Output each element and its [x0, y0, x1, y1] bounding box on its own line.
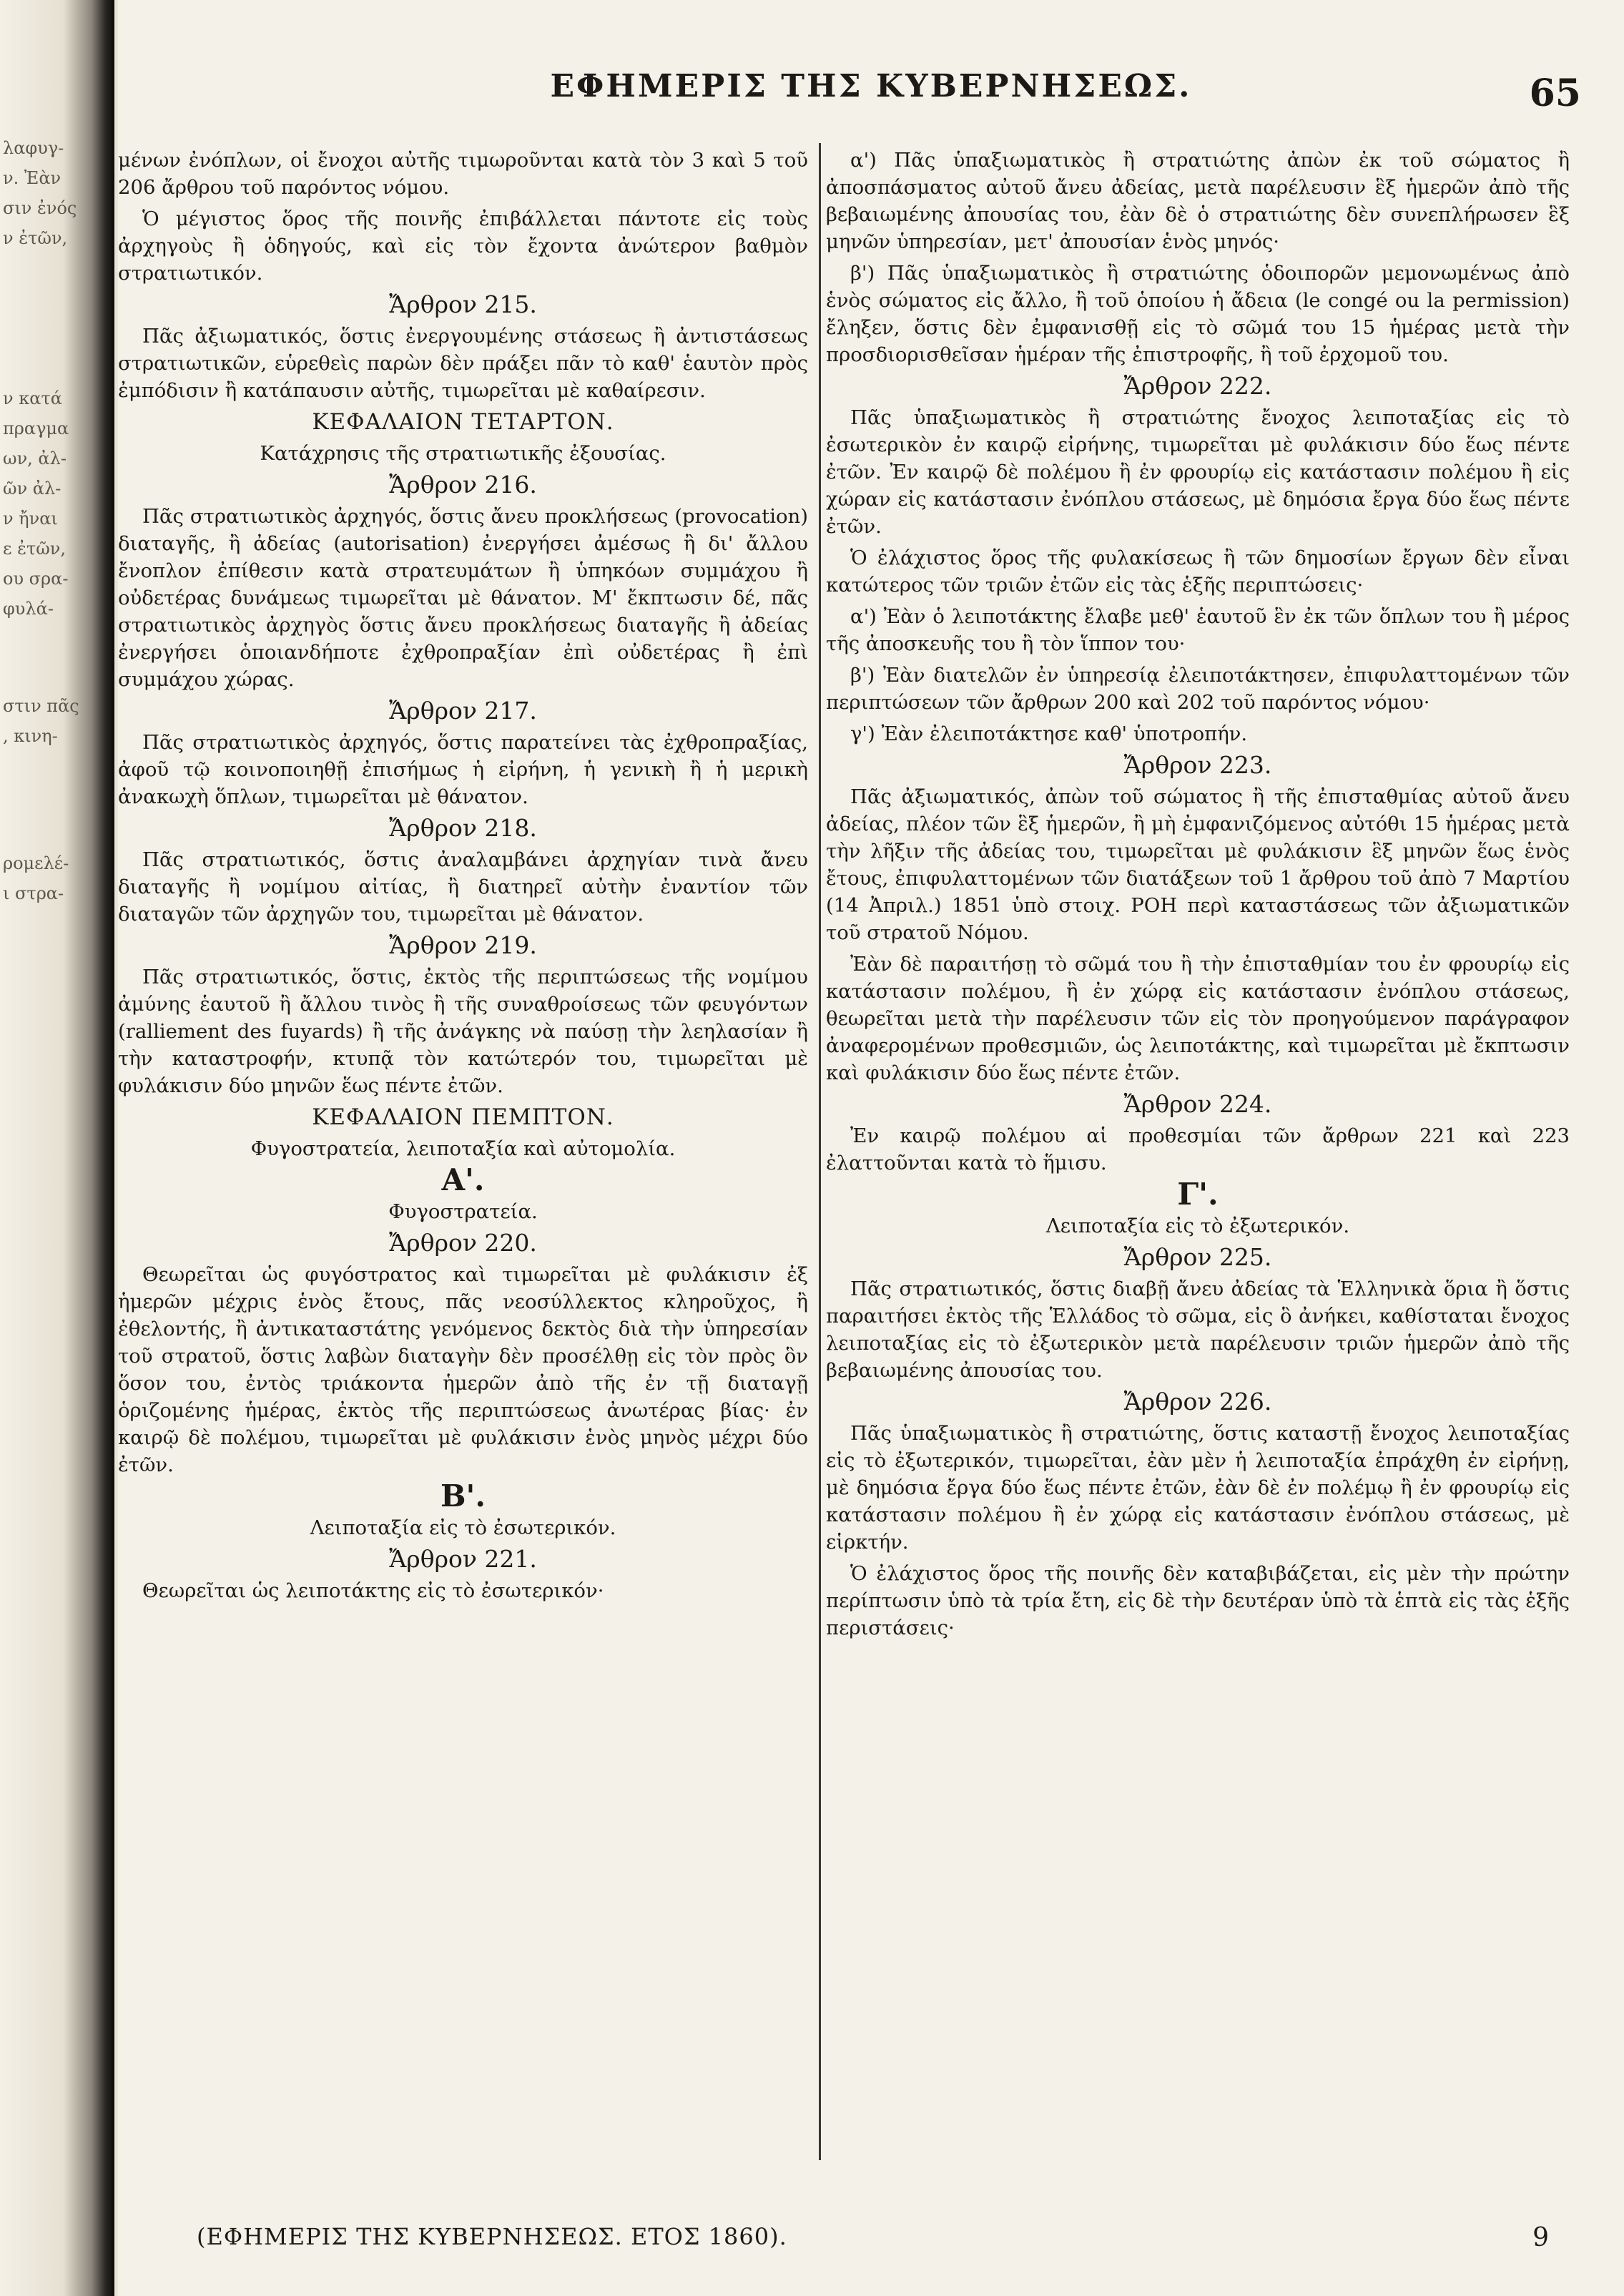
paragraph: β') Πᾶς ὑπαξιωματικὸς ἢ στρατιώτης ὁδοιπορῶν μεμονωμένως ἀπὸ ἑνὸς σώματος εἰς ἄλλο, ἢ τοῦ ὁποίου ἡ ἄδεια (le congé ou la permission) ἔληξεν, ὅστις δὲν ἐμφανισθῇ εἰς τὸ σῶμά του 15 ἡμέρας μετὰ τὴν προσδιορισθεῖσαν ἡμέραν τῆς ἐπιστροφῆς, ἢ τοῦ ἐρχομοῦ του. [826, 262, 1570, 366]
gutter-fragment: ι στρα- [3, 883, 64, 903]
gutter-fragment: ρομελέ- [3, 853, 69, 873]
gazette-page [118, 0, 1624, 2296]
right-column [826, 147, 1570, 1646]
gutter-fragment: ε ἐτῶν, [3, 539, 67, 559]
binding-gutter [0, 0, 114, 2296]
gutter-fragment: σιν ἐνός [3, 198, 77, 218]
chapter-heading: ΚΕΦΑΛΑΙΟΝ ΠΕΜΠΤΟΝ. [312, 1104, 614, 1130]
paragraph: Ὁ μέγιστος ὅρος τῆς ποινῆς ἐπιβάλλεται πάντοτε εἰς τοὺς ἀρχηγοὺς ἢ ὁδηγούς, καὶ εἰς τὸν ἔχοντα ἀνώτερον βαθμὸν στρατιωτικόν. [118, 207, 808, 285]
paragraph: α') Πᾶς ὑπαξιωματικὸς ἢ στρατιώτης ἀπὼν ἐκ τοῦ σώματος ἢ ἀποσπάσματος αὐτοῦ ἄνευ ἀδείας, μετὰ παρέλευσιν ἓξ ἡμερῶν ἀπὸ τῆς βεβαιωμένης ἀπουσίας του, ἐὰν δὲ ὁ στρατιώτης δὲν συνεπλήρωσεν ἓξ μηνῶν ὑπηρεσίαν, μετ' ἀπουσίαν ἑνὸς μηνός· [826, 149, 1570, 253]
paragraph: Ὁ ἐλάχιστος ὅρος τῆς ποινῆς δὲν καταβιβάζεται, εἰς μὲν τὴν πρώτην περίπτωσιν ὑπὸ τὰ τρία ἔτη, εἰς δὲ τὴν δευτέραν ὑπὸ τὰ ἑπτὰ εἰς τὰς ἑξῆς περιστάσεις· [826, 1562, 1570, 1639]
gutter-fragment: ν ἐτῶν, [3, 228, 68, 248]
article-heading: Ἄρθρον 217. [389, 697, 537, 725]
chapter-subtitle: Κατάχρησις τῆς στρατιωτικῆς ἐξουσίας. [260, 442, 666, 465]
page-number: 65 [1529, 72, 1581, 115]
article-heading: Ἄρθρον 216. [389, 471, 537, 499]
article-heading: Ἄρθρον 218. [389, 814, 537, 842]
gutter-fragment: φυλά- [3, 599, 54, 619]
gutter-fragment: ν. Ἐὰν [3, 168, 61, 188]
gutter-fragment: ου σρα- [3, 569, 69, 589]
article-heading: Ἄρθρον 225. [1123, 1243, 1272, 1271]
gutter-fragment: ν κατά [3, 388, 62, 408]
paragraph: Πᾶς ὑπαξιωματικὸς ἢ στρατιώτης ἔνοχος λειποταξίας εἰς τὸ ἐσωτερικὸν ἐν καιρῷ εἰρήνης, τιμωρεῖται μὲ φυλάκισιν δύο ἕως πέντε ἐτῶν. Ἐν καιρῷ δὲ πολέμου ἢ ἐν φρουρίῳ εἰς κατάστασιν πολέμου ἢ εἰς χώραν εἰς κατάστασιν ἐνόπλου στάσεως, μὲ δημόσια ἔργα δύο ἕως πέντε ἐτῶν. [826, 406, 1570, 538]
paragraph: Θεωρεῖται ὡς λειποτάκτης εἰς τὸ ἐσωτερικόν· [142, 1579, 604, 1602]
article-heading: Ἄρθρον 221. [389, 1545, 537, 1573]
section-subtitle: Λειποταξία εἰς τὸ ἐσωτερικόν. [310, 1516, 616, 1539]
chapter-subtitle: Φυγοστρατεία, λειποταξία καὶ αὐτομολία. [250, 1137, 676, 1160]
gutter-fragment: , κινη- [3, 726, 58, 746]
paragraph: β') Ἐὰν διατελῶν ἐν ὑπηρεσίᾳ ἐλειποτάκτησεν, ἐπιφυλαττομένων τῶν περιπτώσεων τῶν ἄρθρων 200 καὶ 202 τοῦ παρόντος νόμου· [826, 664, 1570, 714]
paragraph: Ἐὰν δὲ παραιτήσῃ τὸ σῶμά του ἢ τὴν ἐπισταθμίαν του ἐν φρουρίῳ εἰς κατάστασιν πολέμου, ἢ ἐν χώρᾳ εἰς κατάστασιν ἐνόπλου στάσεως, θεωρεῖται μετὰ τὴν παρέλευσιν τῶν εἰς τὸν προηγούμενον παράγραφον ἀναφερομένων προθεσμιῶν, ὡς λειποτάκτης, καὶ τιμωρεῖται μὲ ἔκπτωσιν καὶ φυλάκισιν δύο ἕως πέντε ἐτῶν. [826, 953, 1570, 1084]
article-heading: Ἄρθρον 222. [1123, 372, 1272, 400]
gutter-fragment: ν ἤναι [3, 509, 58, 529]
paragraph: Πᾶς ἀξιωματικός, ἀπὼν τοῦ σώματος ἢ τῆς ἐπισταθμίας αὐτοῦ ἄνευ ἀδείας, πλέον τῶν ἓξ ἡμερῶν, ἢ μὴ ἐμφανιζόμενος αὐτόθι 15 ἡμέρας μετὰ τὴν λῆξιν τῆς ἀδείας του, τιμωρεῖται μὲ φυλάκισιν ἓξ μηνῶν ἕως ἑνὸς ἔτους, ἐπιφυλαττομένων τῶν διατάξεων τοῦ 1 ἄρθρου τοῦ ἀπὸ 7 Μαρτίου (14 Ἀπριλ.) 1851 ὑπὸ στοιχ. ΡΟΗ περὶ καταστάσεως τῶν ἀξιωματικῶν τοῦ στρατοῦ Νόμου. [826, 785, 1570, 944]
chapter-heading: ΚΕΦΑΛΑΙΟΝ ΤΕΤΑΡΤΟΝ. [312, 409, 614, 435]
section-letter: Γ'. [1177, 1177, 1219, 1212]
section-letter: Α'. [441, 1162, 485, 1197]
running-head: ΕΦΗΜΕΡΙΣ ΤΗΣ ΚΥΒΕΡΝΗΣΕΩΣ. [550, 68, 1192, 104]
section-subtitle: Φυγοστρατεία. [388, 1200, 538, 1223]
article-heading: Ἄρθρον 220. [389, 1229, 537, 1257]
paragraph: μένων ἐνόπλων, οἱ ἔνοχοι αὐτῆς τιμωροῦνται κατὰ τὸν 3 καὶ 5 τοῦ 206 ἄρθρου τοῦ παρόντος νόμου. [118, 149, 808, 199]
paragraph: Πᾶς στρατιωτικός, ὅστις, ἐκτὸς τῆς περιπτώσεως τῆς νομίμου ἀμύνης ἑαυτοῦ ἢ ἄλλου τινὸς ἢ τῆς συναθροίσεως τῶν φευγόντων (ralliement des fuyards) ἢ τῆς ἀνάγκης νὰ παύσῃ τὴν λεηλασίαν ἢ τὴν καταστροφήν, κτυπᾷ τὸν κατώτερόν του, τιμωρεῖται μὲ φυλάκισιν δύο μηνῶν ἕως πέντε ἐτῶν. [118, 966, 808, 1097]
article-heading: Ἄρθρον 223. [1123, 751, 1272, 779]
section-letter: Β'. [441, 1478, 486, 1514]
gutter-fragment: ων, ἀλ- [3, 448, 67, 468]
gutter-fragment: λαφυγ- [3, 138, 64, 158]
paragraph: Ἐν καιρῷ πολέμου αἱ προθεσμίαι τῶν ἄρθρων 221 καὶ 223 ἐλαττοῦνται κατὰ τὸ ἥμισυ. [826, 1124, 1570, 1174]
paragraph: Πᾶς στρατιωτικός, ὅστις ἀναλαμβάνει ἀρχηγίαν τινὰ ἄνευ διαταγῆς ἢ νομίμου αἰτίας, ἢ διατηρεῖ αὐτὴν ἐναντίον τῶν διαταγῶν τῶν ἀρχηγῶν του, τιμωρεῖται μὲ θάνατον. [118, 848, 808, 926]
gutter-fragment: πραγμα [3, 418, 69, 438]
signature-mark: 9 [1532, 2223, 1549, 2252]
paragraph: γ') Ἐὰν ἐλειποτάκτησε καθ' ὑποτροπήν. [850, 722, 1248, 745]
paragraph: Ὁ ἐλάχιστος ὅρος τῆς φυλακίσεως ἢ τῶν δημοσίων ἔργων δὲν εἶναι κατώτερος τῶν τριῶν ἐτῶν εἰς τὰς ἑξῆς περιπτώσεις· [826, 546, 1570, 597]
left-column [118, 147, 808, 1609]
paragraph: Πᾶς στρατιωτικὸς ἀρχηγός, ὅστις ἄνευ προκλήσεως (provocation) διαταγῆς, ἢ ἀδείας (autorisation) ἐνεργήσει ἀμέσως ἢ δι' ἄλλου ἔνοπλον ἐπίθεσιν κατὰ στρατευμάτων ἢ ὑπηκόων συμμάχου ἢ οὐδετέρας δυνάμεως τιμωρεῖται μὲ θάνατον. Μ' ἔκπτωσιν δέ, πᾶς στρατιωτικὸς ἀρχηγὸς ὅστις ἄνευ προκλήσεως διαταγῆς ἢ ἀδείας ἐνεργήσει ὁποιανδήποτε ἐχθροπραξίαν ἐπὶ οὐδετέρας ἢ ἐπὶ συμμάχου χώρας. [118, 505, 808, 691]
paragraph: Θεωρεῖται ὡς φυγόστρατος καὶ τιμωρεῖται μὲ φυλάκισιν ἐξ ἡμερῶν μέχρις ἑνὸς ἔτους, πᾶς νεοσύλλεκτος κληροῦχος, ἢ ἐθελοντής, ἢ ἀντικαταστάτης γενόμενος δεκτὸς διὰ τὴν ὑπηρεσίαν τοῦ στρατοῦ, ὅστις λαβὼν διαταγὴν δὲν προσέλθῃ εἰς τὸν πρὸς ὃν ὅσον του, ἐντὸς τριάκοντα ἡμερῶν ἀπὸ τῆς ἐν τῇ διαταγῇ ὁριζομένης ἡμέρας, ἐκτὸς τῆς περιπτώσεως ἀνωτέρας βίας· ἐν καιρῷ δὲ πολέμου, τιμωρεῖται μὲ φυλάκισιν ἑνὸς μηνὸς μέχρι δύο ἐτῶν. [118, 1263, 808, 1476]
article-heading: Ἄρθρον 224. [1123, 1090, 1272, 1118]
article-heading: Ἄρθρον 215. [389, 290, 537, 318]
column-divider [819, 143, 821, 2160]
gutter-fragment: ῶν ἀλ- [3, 479, 61, 499]
paragraph: Πᾶς στρατιωτικὸς ἀρχηγός, ὅστις παρατείνει τὰς ἐχθροπραξίας, ἀφοῦ τῷ κοινοποιηθῇ ἐπισήμως ἡ εἰρήνη, ἡ γενικὴ ἢ ἡ μερικὴ ἀνακωχὴ ὅπλων, τιμωρεῖται μὲ θάνατον. [118, 731, 808, 808]
paragraph: Πᾶς ὑπαξιωματικὸς ἢ στρατιώτης, ὅστις καταστῇ ἔνοχος λειποταξίας εἰς τὸ ἐξωτερικόν, τιμωρεῖται, ἐὰν μὲν ἡ λειποταξία ἐπράχθη ἐν εἰρήνῃ, μὲ δημόσια ἔργα δύο ἕως πέντε ἐτῶν, ἐὰν δὲ ἐν πολέμῳ ἢ ἐν φρουρίῳ εἰς κατάστασιν πολέμου ἢ ἐν χώρᾳ εἰς κατάστασιν ἐνόπλου στάσεως, μὲ εἱρκτήν. [826, 1422, 1570, 1554]
section-subtitle: Λειποταξία εἰς τὸ ἐξωτερικόν. [1045, 1215, 1350, 1237]
paragraph: Πᾶς στρατιωτικός, ὅστις διαβῇ ἄνευ ἀδείας τὰ Ἑλληνικὰ ὅρια ἢ ὅστις παραιτήσει ἐκτὸς τῆς Ἑλλάδος τὸ σῶμα, εἰς ὃ ἀνήκει, καθίσταται ἔνοχος λειποταξίας εἰς τὸ ἐξωτερικὸν μετὰ παρέλευσιν τριῶν ἡμερῶν ἀπὸ τῆς βεβαιωμένης ἀπουσίας του. [826, 1277, 1570, 1382]
article-heading: Ἄρθρον 226. [1123, 1388, 1272, 1416]
article-heading: Ἄρθρον 219. [389, 931, 537, 959]
gutter-fragment: στιν πᾶς [3, 696, 79, 716]
paragraph: Πᾶς ἀξιωματικός, ὅστις ἐνεργουμένης στάσεως ἢ ἀντιστάσεως στρατιωτικῶν, εὑρεθεὶς παρὼν δὲν πράξει πᾶν τὸ καθ' ἑαυτὸν πρὸς ἐμπόδισιν ἢ κατάπαυσιν αὐτῆς, τιμωρεῖται μὲ καθαίρεσιν. [118, 325, 808, 402]
paragraph: α') Ἐὰν ὁ λειποτάκτης ἔλαβε μεθ' ἑαυτοῦ ἓν ἐκ τῶν ὅπλων του ἢ μέρος τῆς ἀποσκευῆς του ἢ τὸν ἵππον του· [826, 605, 1570, 655]
imprint-line: (ΕΦΗΜΕΡΙΣ ΤΗΣ ΚΥΒΕΡΝΗΣΕΩΣ. ΕΤΟΣ 1860). [197, 2223, 787, 2250]
